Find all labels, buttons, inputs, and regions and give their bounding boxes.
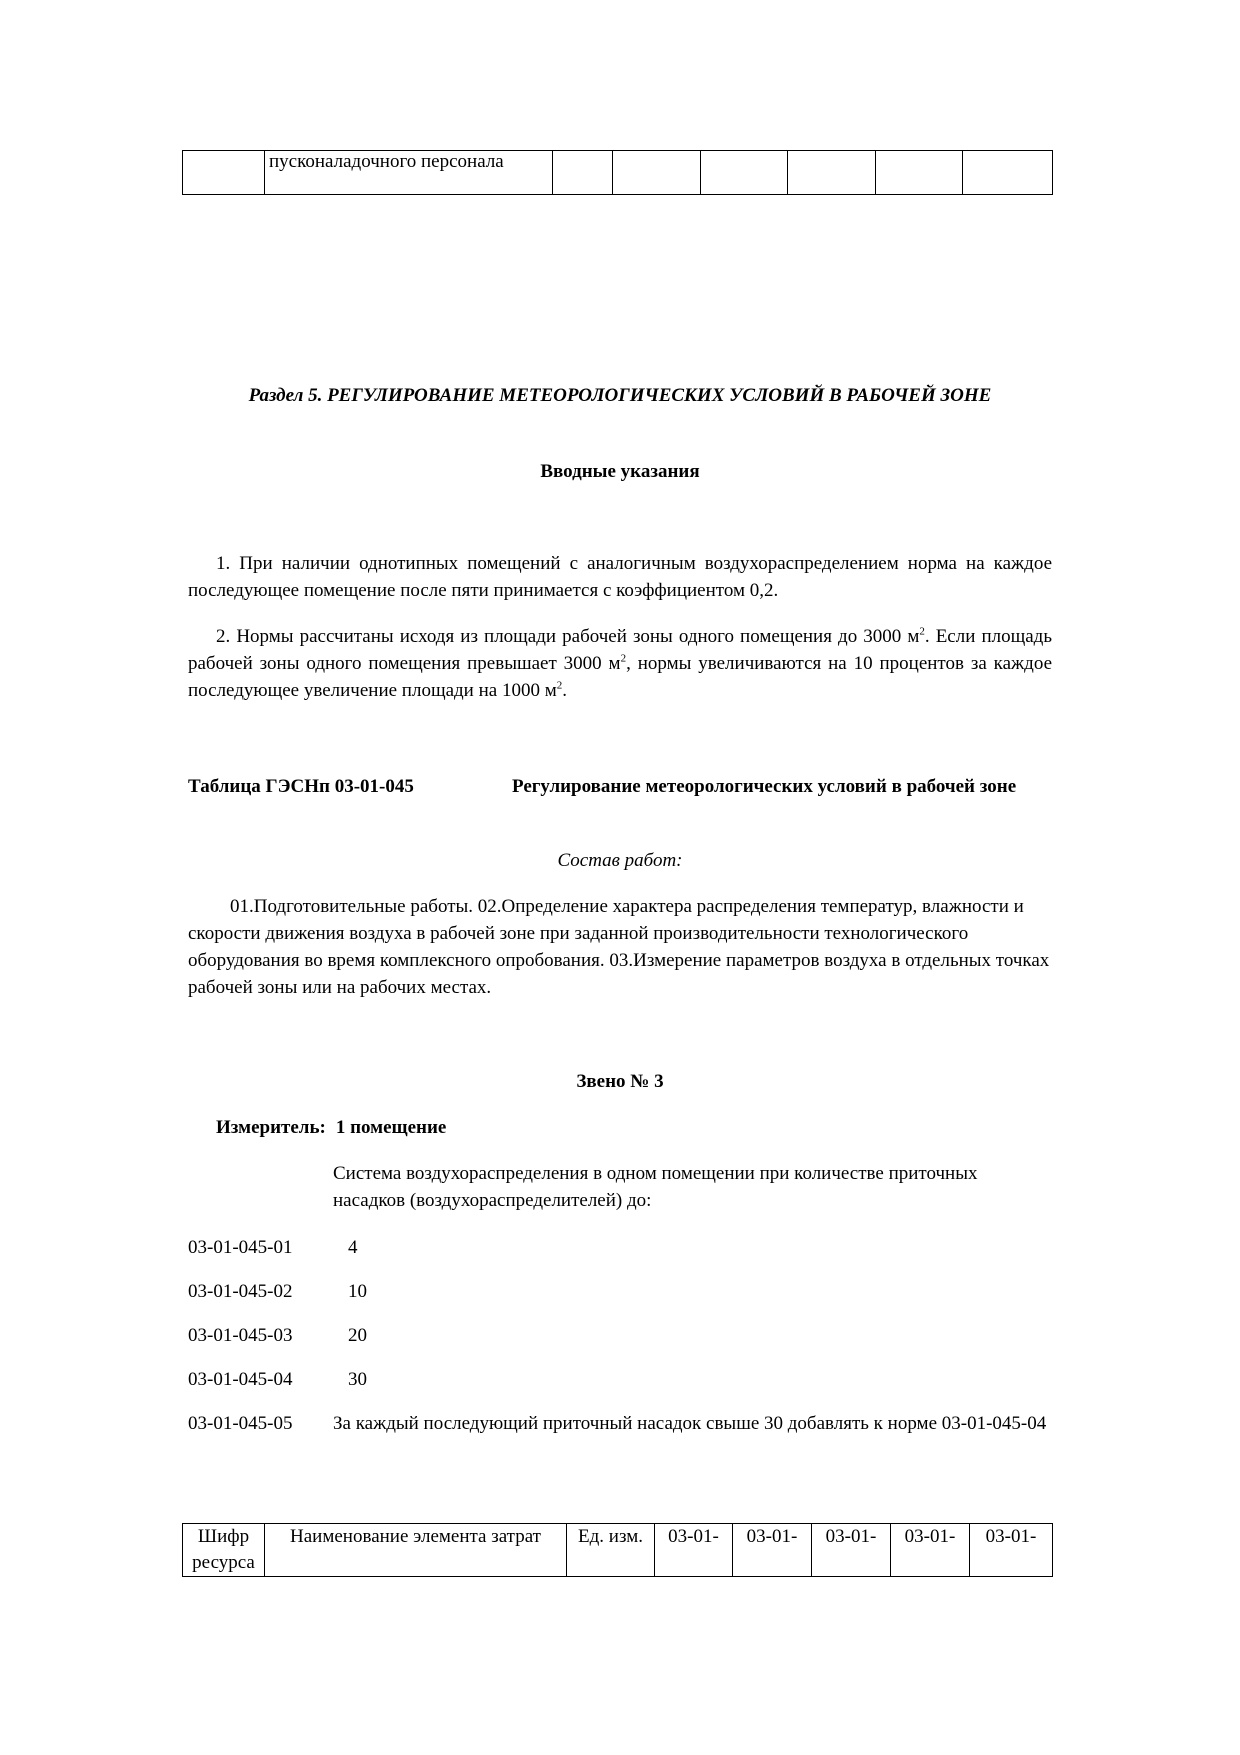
intro-paragraph-2 [188,623,1052,704]
composition-text: 01.Подготовительные работы. 02.Определение характера распределения температур, влажности и скорости движения воздуха в рабочей зоне при заданной производительности технологического оборудования во время комплексного опробования. 03.Измерение параметров воздуха в отдельных точках рабочей зоны или на рабочих местах. [188,896,1050,998]
paragraph-2-part: 2. Нормы рассчитаны исходя из площади рабочей зоны одного помещения до 3000 м [216,626,920,647]
top-table-cell [701,151,788,195]
superscript: 2 [919,625,925,638]
intro-paragraph-1: 1. При наличии однотипных помещений с аналогичным воздухораспределением норма на каждое последующее помещение после пяти принимается с коэффициентом 0,2. [188,553,1052,601]
header-cell-name: Наименование элемента затрат [265,1524,567,1577]
norm-value: За каждый последующий приточный насадок свыше 30 добавлять к норме 03-01-045-04 [333,1413,1047,1434]
norm-value: 20 [348,1325,367,1346]
top-table-cell [876,151,963,195]
norm-value: 4 [348,1237,358,1258]
norm-row [188,1410,1052,1470]
header-cell-norm: 03-01- [733,1524,812,1577]
composition-title: Состав работ: [557,850,683,871]
top-table-row [183,151,1053,195]
header-cell-norm: 03-01- [655,1524,733,1577]
top-table-cell: пусконаладочного персонала [265,151,553,195]
section-title: Раздел 5. РЕГУЛИРОВАНИЕ МЕТЕОРОЛОГИЧЕСКИХ УСЛОВИЙ В РАБОЧЕЙ ЗОНЕ [248,385,992,406]
header-cell-norm: 03-01- [812,1524,891,1577]
norm-code: 03-01-045-01 [188,1237,293,1258]
paragraph-2-part: . [562,680,567,701]
norm-code: 03-01-045-04 [188,1369,293,1390]
meter [216,1114,446,1141]
crew-label: Звено № 3 [576,1071,664,1092]
norm-code: 03-01-045-02 [188,1281,293,1302]
system-description: Система воздухораспределения в одном помещении при количестве приточных насадков (воздухораспределителей) до: [333,1163,978,1211]
norm-code: 03-01-045-05 [188,1413,293,1434]
header-cell-norm: 03-01- [891,1524,970,1577]
top-table-cell [613,151,701,195]
header-cell-resource-code: Шифр ресурса [183,1524,265,1577]
resource-table [182,1523,1053,1577]
top-table-cell [788,151,876,195]
norm-value: 10 [348,1281,367,1302]
top-table-cell [963,151,1053,195]
top-table-cell [183,151,265,195]
paragraph-2-part: , нормы увеличиваются на 10 процентов за каждое последующее увеличение площади на 1000 м [188,653,1052,701]
top-table-cell [553,151,613,195]
paragraph-2-part: . Если площадь рабочей зоны одного помещения превышает 3000 м [188,626,1052,674]
table-name: Регулирование метеорологических условий в рабочей зоне [512,776,1017,797]
superscript: 2 [620,652,627,665]
superscript: 2 [556,679,563,692]
meter-label: Измеритель: [216,1117,326,1138]
norm-code: 03-01-045-03 [188,1325,293,1346]
table-code: Таблица ГЭСНп 03-01-045 [188,776,414,797]
header-cell-norm: 03-01- [970,1524,1053,1577]
top-table [182,150,1053,195]
meter-value: 1 помещение [335,1117,447,1138]
table-header-row [183,1524,1053,1577]
header-cell-unit: Ед. изм. [567,1524,655,1577]
intro-title: Вводные указания [540,461,700,482]
norm-value: 30 [348,1369,367,1390]
